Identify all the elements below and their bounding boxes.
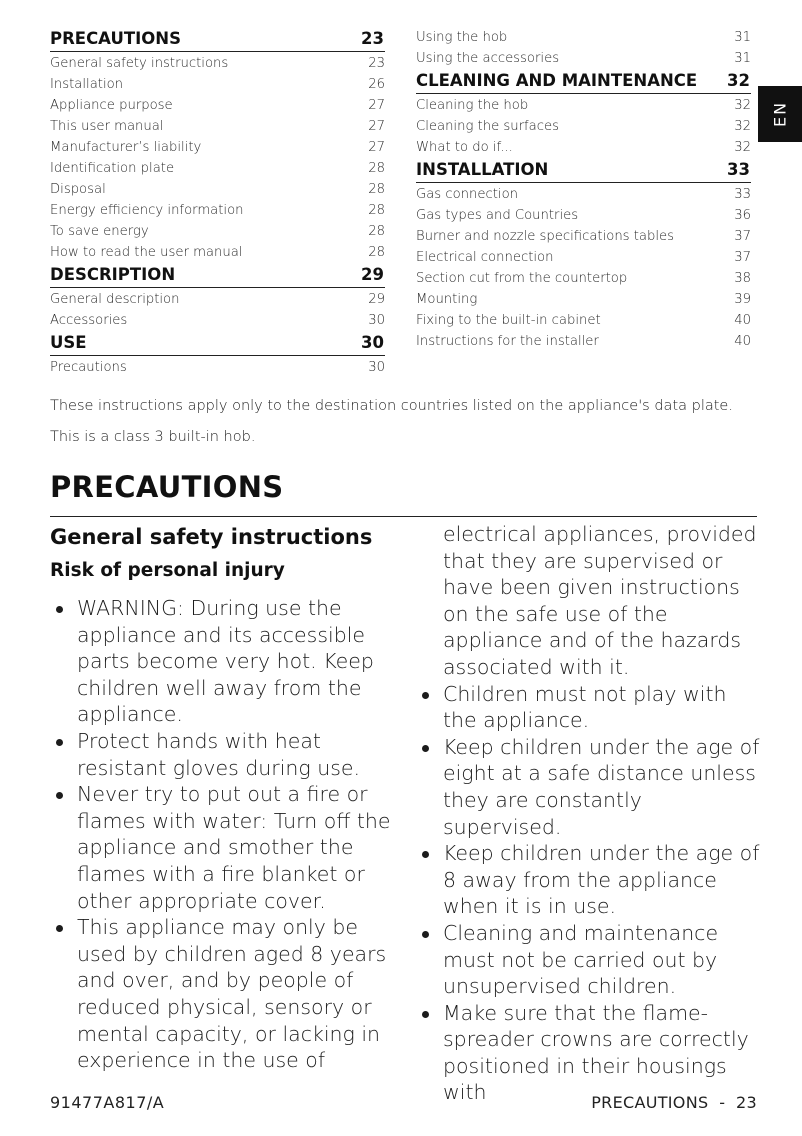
bullet-dot-icon xyxy=(56,606,63,613)
bullet-text: Never try to put out a fire or flames with water: Turn off the appliance and smother the flames with a fire blanket or other appropriate cover. xyxy=(77,782,391,913)
toc-entry-page: 33 xyxy=(734,187,751,202)
language-tab-label: EN xyxy=(770,100,790,128)
toc-entry-title: Energy efficiency information xyxy=(50,203,244,218)
toc-entry-title: How to read the user manual xyxy=(50,245,243,260)
toc-entry-page: 31 xyxy=(734,51,751,66)
toc-entry[interactable] xyxy=(50,53,385,74)
toc-right-column xyxy=(416,27,751,352)
toc-entry-title: Accessories xyxy=(50,313,128,328)
subsection-title: General safety instructions xyxy=(50,525,373,549)
toc-entry[interactable] xyxy=(50,289,385,310)
language-tab xyxy=(758,86,802,142)
toc-entry-title: Precautions xyxy=(50,360,127,375)
toc-entry[interactable] xyxy=(416,268,751,289)
toc-left-column xyxy=(50,27,385,378)
toc-entry-title: What to do if... xyxy=(416,140,513,155)
toc-entry[interactable] xyxy=(50,310,385,331)
continued-paragraph: electrical appliances, provided that they are supervised or have been given instructions on the safe use of the appliance and of the hazards associated with it. xyxy=(443,522,757,679)
toc-entry-title: Appliance purpose xyxy=(50,98,173,113)
toc-entry-page: 37 xyxy=(734,229,751,244)
toc-entry-page: 28 xyxy=(368,161,385,176)
toc-entry-page: 30 xyxy=(361,333,384,352)
bullet-dot-icon xyxy=(56,792,63,799)
toc-entry-page: 29 xyxy=(368,292,385,307)
toc-entry-page: 38 xyxy=(734,271,751,286)
toc-entry-title: Instructions for the installer xyxy=(416,334,599,349)
toc-entry-title: Disposal xyxy=(50,182,106,197)
bullet-dot-icon xyxy=(56,925,63,932)
toc-entry-title: General safety instructions xyxy=(50,56,229,71)
toc-entry-title: DESCRIPTION xyxy=(50,265,176,284)
bullet-item xyxy=(420,1000,765,1106)
toc-entry-title: Cleaning the hob xyxy=(416,98,529,113)
toc-entry[interactable] xyxy=(50,74,385,95)
toc-entry[interactable] xyxy=(50,95,385,116)
toc-heading[interactable] xyxy=(50,331,385,356)
toc-entry-page: 36 xyxy=(734,208,751,223)
toc-entry[interactable] xyxy=(50,116,385,137)
toc-entry-title: To save energy xyxy=(50,224,149,239)
toc-entry-title: Using the hob xyxy=(416,30,508,45)
toc-entry-title: General description xyxy=(50,292,180,307)
toc-entry-page: 32 xyxy=(727,71,750,90)
bullet-text: Keep children under the age of eight at a safe distance unless they are constantly supervised. xyxy=(443,734,760,839)
toc-entry-page: 23 xyxy=(361,29,384,48)
bullet-item xyxy=(420,840,765,920)
bullet-item xyxy=(50,595,395,728)
page-label: PRECAUTIONS - 23 xyxy=(591,1093,757,1112)
toc-entry-page: 40 xyxy=(734,334,751,349)
toc-entry-page: 27 xyxy=(368,119,385,134)
toc-entry-page: 39 xyxy=(734,292,751,307)
toc-entry-page: 28 xyxy=(368,245,385,260)
body-right-column xyxy=(420,521,765,1106)
document-code: 91477A817/A xyxy=(50,1093,165,1112)
toc-entry-page: 29 xyxy=(361,265,384,284)
toc-entry-title: Mounting xyxy=(416,292,478,307)
toc-entry-page: 26 xyxy=(368,77,385,92)
bullet-dot-icon xyxy=(422,931,429,938)
toc-entry[interactable] xyxy=(416,137,751,158)
toc-heading[interactable] xyxy=(416,69,751,94)
bullet-text: Keep children under the age of 8 away from the appliance when it is in use. xyxy=(443,841,760,919)
toc-entry[interactable] xyxy=(50,200,385,221)
toc-entry-page: 30 xyxy=(368,313,385,328)
toc-entry-page: 32 xyxy=(734,98,751,113)
title-divider xyxy=(50,516,757,517)
toc-entry-page: 27 xyxy=(368,98,385,113)
toc-entry[interactable] xyxy=(416,289,751,310)
toc-entry-title: CLEANING AND MAINTENANCE xyxy=(416,71,698,90)
bullet-item xyxy=(50,728,395,781)
toc-entry[interactable] xyxy=(416,331,751,352)
bullet-dot-icon xyxy=(422,851,429,858)
bullet-item xyxy=(420,920,765,1000)
toc-entry[interactable] xyxy=(416,310,751,331)
toc-entry[interactable] xyxy=(50,221,385,242)
toc-entry-title: Gas connection xyxy=(416,187,519,202)
bullet-text: This appliance may only be used by children aged 8 years and over, and by people of reduced physical, sensory or mental capacity, or lacking in experience in the use of xyxy=(77,915,387,1073)
toc-entry-title: Section cut from the countertop xyxy=(416,271,628,286)
toc-entry-title: INSTALLATION xyxy=(416,160,549,179)
toc-entry-page: 28 xyxy=(368,203,385,218)
bullet-dot-icon xyxy=(56,739,63,746)
toc-entry[interactable] xyxy=(416,27,751,48)
bullet-text: Protect hands with heat resistant gloves during use. xyxy=(77,728,361,780)
toc-entry-page: 23 xyxy=(368,56,385,71)
toc-entry[interactable] xyxy=(416,95,751,116)
bullet-dot-icon xyxy=(422,745,429,752)
toc-entry-title: This user manual xyxy=(50,119,164,134)
toc-entry-title: Identification plate xyxy=(50,161,175,176)
toc-entry[interactable] xyxy=(50,158,385,179)
bullet-item xyxy=(420,734,765,840)
toc-entry-page: 33 xyxy=(727,160,750,179)
toc-entry-page: 32 xyxy=(734,119,751,134)
risk-heading: Risk of personal injury xyxy=(50,560,285,581)
bullet-item xyxy=(50,781,395,914)
bullet-text: Make sure that the flame-spreader crowns are correctly positioned in their housings with xyxy=(443,1000,749,1105)
toc-entry-page: 37 xyxy=(734,250,751,265)
toc-entry-title: Burner and nozzle specifications tables xyxy=(416,229,675,244)
bullet-item xyxy=(50,914,395,1074)
toc-heading[interactable] xyxy=(50,27,385,52)
toc-entry[interactable] xyxy=(50,137,385,158)
toc-entry-title: Fixing to the built-in cabinet xyxy=(416,313,601,328)
destination-note: These instructions apply only to the destination countries listed on the appliance's data plate. xyxy=(50,398,733,414)
bullet-item xyxy=(420,681,765,734)
right-bullet-list xyxy=(420,681,765,1107)
toc-entry-page: 28 xyxy=(368,182,385,197)
bullet-dot-icon xyxy=(422,1011,429,1018)
toc-entry-title: USE xyxy=(50,333,87,352)
toc-entry-title: Using the accessories xyxy=(416,51,560,66)
toc-entry-title: Gas types and Countries xyxy=(416,208,579,223)
toc-entry-title: Manufacturer’s liability xyxy=(50,140,202,155)
toc-entry[interactable] xyxy=(416,226,751,247)
toc-entry[interactable] xyxy=(416,247,751,268)
bullet-text: WARNING: During use the appliance and its accessible parts become very hot. Keep children well away from the appliance. xyxy=(77,596,374,727)
toc-entry[interactable] xyxy=(50,179,385,200)
toc-entry-page: 28 xyxy=(368,224,385,239)
class-note: This is a class 3 built-in hob. xyxy=(50,429,256,445)
toc-entry[interactable] xyxy=(416,48,751,69)
left-bullet-list xyxy=(50,595,395,1074)
toc-entry[interactable] xyxy=(50,242,385,263)
section-title: PRECAUTIONS xyxy=(50,470,284,504)
toc-entry-page: 27 xyxy=(368,140,385,155)
toc-entry-page: 30 xyxy=(368,360,385,375)
toc-entry-page: 32 xyxy=(734,140,751,155)
toc-entry[interactable] xyxy=(416,205,751,226)
toc-entry[interactable] xyxy=(50,357,385,378)
toc-entry[interactable] xyxy=(416,116,751,137)
bullet-dot-icon xyxy=(422,692,429,699)
toc-entry-page: 40 xyxy=(734,313,751,328)
toc-entry[interactable] xyxy=(416,184,751,205)
toc-entry-title: Cleaning the surfaces xyxy=(416,119,559,134)
toc-heading[interactable] xyxy=(416,158,751,183)
bullet-text: Cleaning and maintenance must not be carried out by unsupervised children. xyxy=(443,920,719,999)
toc-entry-title: Electrical connection xyxy=(416,250,554,265)
body-left-column xyxy=(50,521,395,1074)
toc-heading[interactable] xyxy=(50,263,385,288)
bullet-text: Children must not play with the appliance. xyxy=(443,681,727,733)
toc-entry-title: Installation xyxy=(50,77,124,92)
toc-entry-title: PRECAUTIONS xyxy=(50,29,181,48)
toc-entry-page: 31 xyxy=(734,30,751,45)
